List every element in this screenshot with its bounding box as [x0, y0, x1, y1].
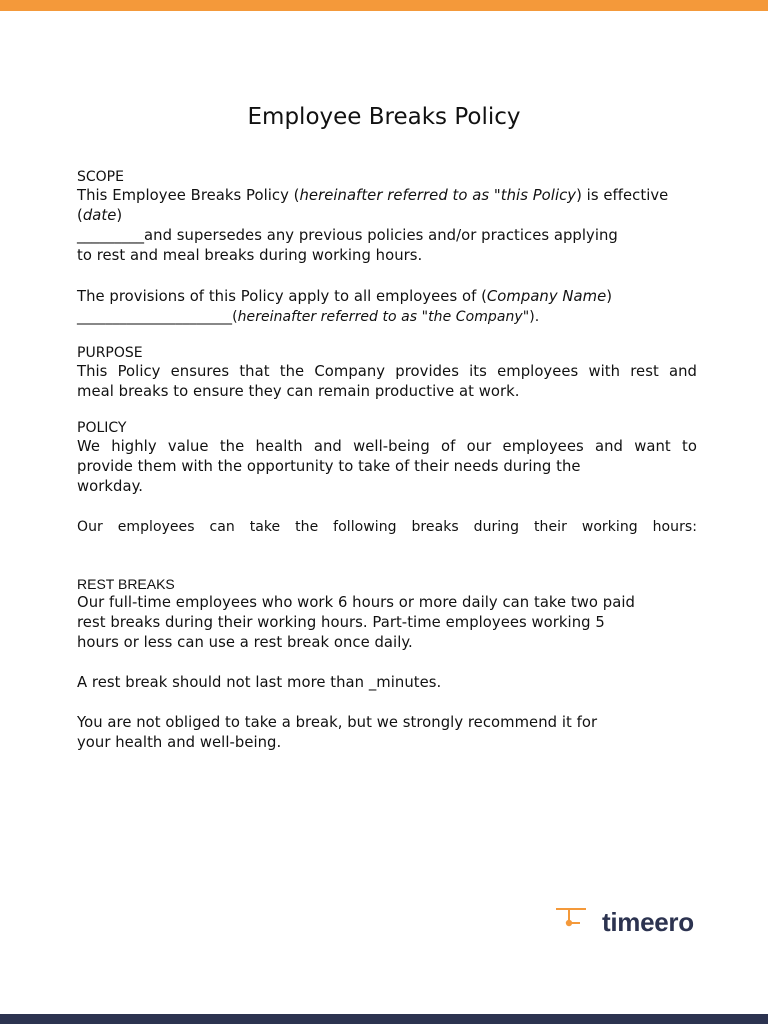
scope-line-3: _________and supersedes any previous policies and/or practices applying — [77, 227, 618, 244]
rest-breaks-line-1: Our full-time employees who work 6 hours or more daily can take two paid — [77, 594, 635, 611]
rest-breaks-line-3: hours or less can use a rest break once daily. — [77, 634, 413, 651]
purpose-section — [77, 344, 697, 402]
rest-breaks-section — [77, 575, 697, 753]
policy-heading: POLICY — [77, 420, 127, 436]
rest-breaks-heading: REST BREAKS — [77, 576, 175, 592]
policy-line-2: provide them with the opportunity to take of their needs during the — [77, 458, 581, 475]
provisions-emphasis: hereinafter referred to as — [237, 309, 418, 325]
purpose-paragraph — [77, 362, 697, 402]
scope-section — [77, 168, 697, 266]
breaks-intro: Our employees can take the following breaks during their working hours: — [77, 519, 697, 535]
scope-line-1 — [77, 186, 697, 206]
provisions-text: " — [417, 309, 429, 325]
policy-line-1: We highly value the health and well-being of our employees and want to — [77, 438, 697, 455]
timeero-logo-icon — [555, 906, 595, 936]
purpose-line-2: meal breaks to ensure they can remain productive at work. — [77, 383, 520, 400]
provisions-text: The provisions of this Policy apply to all employees of ( — [77, 288, 487, 305]
scope-text: This Employee Breaks Policy ( — [77, 187, 300, 204]
provisions-text: "). — [522, 309, 540, 325]
provisions-text: ______________________( — [77, 309, 238, 325]
policy-paragraph — [77, 437, 697, 497]
policy-section — [77, 419, 697, 537]
scope-emphasis: hereinafter referred to as — [299, 187, 490, 204]
provisions-line-2 — [77, 307, 697, 327]
scope-heading: SCOPE — [77, 169, 124, 185]
top-accent-bar — [0, 0, 768, 11]
provisions-line-1 — [77, 287, 697, 307]
rest-breaks-line-2: rest breaks during their working hours. Part-time employees working 5 — [77, 614, 605, 631]
company-name-placeholder: Company Name — [486, 288, 607, 305]
policy-line-3: workday. — [77, 478, 144, 495]
document-body — [77, 168, 697, 753]
scope-line-2 — [77, 206, 697, 226]
purpose-heading: PURPOSE — [77, 345, 143, 361]
scope-emphasis: this Policy — [500, 187, 577, 204]
provisions-text: ) — [606, 288, 613, 305]
brand-logo — [555, 906, 705, 940]
provisions-section — [77, 287, 697, 327]
recommendation-line-1: You are not obliged to take a break, but we strongly recommend it for — [77, 714, 598, 731]
purpose-line-1: This Policy ensures that the Company provides its employees with rest and — [77, 363, 697, 380]
scope-line-4: to rest and meal breaks during working hours. — [77, 247, 423, 264]
date-placeholder: date — [82, 207, 117, 224]
bottom-accent-bar — [0, 1014, 768, 1024]
page-title: Employee Breaks Policy — [247, 104, 521, 130]
scope-text: ( — [77, 207, 83, 224]
brand-name: timeero — [602, 907, 694, 937]
scope-text: ) is effective — [576, 187, 669, 204]
scope-text: ) — [116, 207, 123, 224]
scope-paragraph — [77, 186, 697, 266]
scope-text: " — [489, 187, 501, 204]
provisions-paragraph — [77, 287, 697, 327]
rest-break-limit: A rest break should not last more than _minutes. — [77, 674, 442, 691]
rest-breaks-paragraph — [77, 593, 697, 653]
recommendation-line-2: your health and well-being. — [77, 734, 282, 751]
rest-break-recommendation — [77, 713, 697, 753]
provisions-emphasis: the Company — [428, 309, 523, 325]
